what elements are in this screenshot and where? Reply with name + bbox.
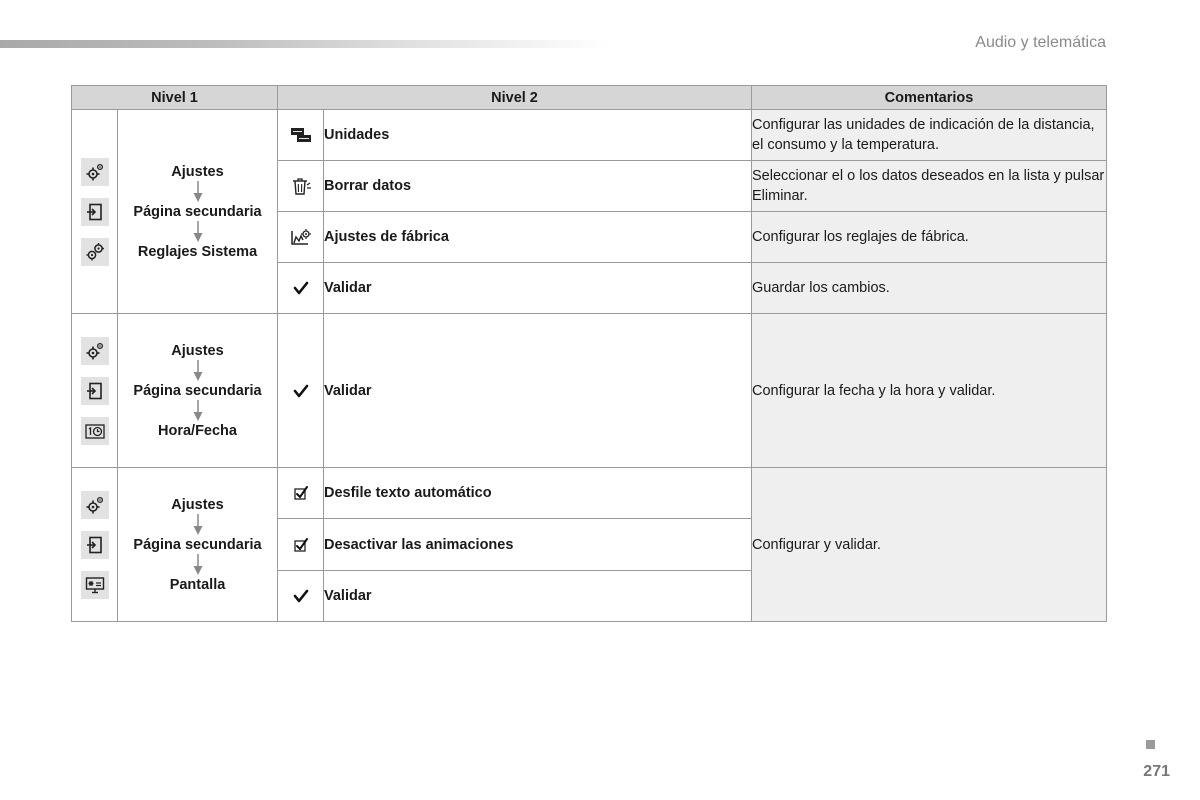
table-header-row [72, 86, 1107, 110]
system-settings-icon [81, 238, 109, 266]
level1-path-cell [118, 110, 278, 314]
comment-cell: Configurar y validar. [752, 468, 1107, 622]
level2-label: Borrar datos [324, 161, 752, 212]
column-header-comments: Comentarios [752, 86, 1107, 110]
check-icon [278, 263, 324, 314]
arrow-down-icon [192, 514, 204, 536]
path-label: Página secundaria [133, 536, 262, 553]
arrow-down-icon [192, 221, 204, 243]
level2-label: Unidades [324, 110, 752, 161]
checkbox-icon [278, 468, 324, 519]
arrow-down-icon [192, 554, 204, 576]
level2-label: Validar [324, 571, 752, 622]
settings-gears-icon [81, 491, 109, 519]
check-icon [278, 571, 324, 622]
column-header-level2: Nivel 2 [278, 86, 752, 110]
path-label: Reglajes Sistema [137, 243, 258, 260]
table-row [72, 468, 1107, 519]
page-number: 271 [1143, 763, 1170, 780]
level2-label: Validar [324, 263, 752, 314]
date-time-icon [81, 417, 109, 445]
check-icon [278, 314, 324, 468]
comment-cell: Configurar la fecha y la hora y validar. [752, 314, 1107, 468]
level1-path-cell [118, 468, 278, 622]
level2-label: Desactivar las animaciones [324, 519, 752, 571]
path-label: Ajustes [171, 496, 224, 513]
path-label: Ajustes [171, 342, 224, 359]
level1-icons-cell [72, 110, 118, 314]
comment-cell: Guardar los cambios. [752, 263, 1107, 314]
table-row [72, 110, 1107, 161]
secondary-page-icon [81, 531, 109, 559]
arrow-down-icon [192, 181, 204, 203]
arrow-down-icon [192, 400, 204, 422]
section-title: Audio y telemática [975, 34, 1106, 51]
secondary-page-icon [81, 198, 109, 226]
comment-cell: Configurar los reglajes de fábrica. [752, 212, 1107, 263]
trash-icon [278, 161, 324, 212]
level2-label: Ajustes de fábrica [324, 212, 752, 263]
path-label: Ajustes [171, 163, 224, 180]
comment-cell: Configurar las unidades de indicación de la distancia, el consumo y la temperatura. [752, 110, 1107, 161]
header-gradient-bar [0, 40, 610, 48]
level2-label: Validar [324, 314, 752, 468]
table-row [72, 314, 1107, 468]
display-icon [81, 571, 109, 599]
secondary-page-icon [81, 377, 109, 405]
factory-icon [278, 212, 324, 263]
settings-gears-icon [81, 158, 109, 186]
menu-table [71, 85, 1107, 622]
level1-icons-cell [72, 468, 118, 622]
level1-path-cell [118, 314, 278, 468]
page-marker [1146, 740, 1155, 749]
column-header-level1: Nivel 1 [72, 86, 278, 110]
level2-label: Desfile texto automático [324, 468, 752, 519]
path-label: Hora/Fecha [158, 422, 237, 439]
settings-gears-icon [81, 337, 109, 365]
path-label: Pantalla [169, 576, 226, 593]
comment-cell: Seleccionar el o los datos deseados en la lista y pulsar Eliminar. [752, 161, 1107, 212]
path-label: Página secundaria [133, 382, 262, 399]
checkbox-icon [278, 519, 324, 571]
level1-icons-cell [72, 314, 118, 468]
path-label: Página secundaria [133, 203, 262, 220]
units-icon [278, 110, 324, 161]
arrow-down-icon [192, 360, 204, 382]
